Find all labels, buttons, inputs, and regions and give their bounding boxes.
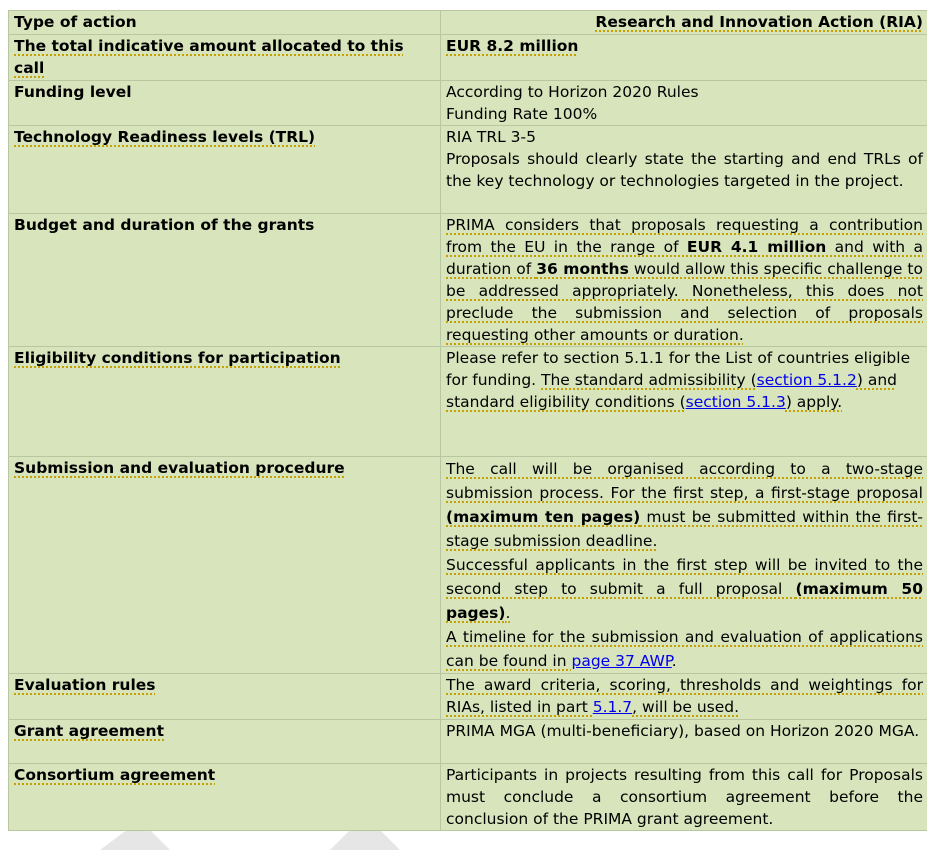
row-value: EUR 8.2 million [441, 35, 927, 81]
row-label: Grant agreement [9, 720, 441, 764]
table-row [9, 11, 927, 35]
row-value: Please refer to section 5.1.1 for the List of countries eligible for funding. The standard admissibility (section 5.1.2) and standard eligibility conditions (section 5.1.3) apply. [441, 347, 927, 457]
row-value: According to Horizon 2020 Rules Funding Rate 100% [441, 81, 927, 126]
row-value: Participants in projects resulting from this call for Proposals must conclude a consortium agreement before the conclusion of the PRIMA grant agreement. [441, 764, 927, 831]
row-label: Technology Readiness levels (TRL) [9, 126, 441, 214]
table-row [9, 347, 927, 457]
row-label: Type of action [9, 11, 441, 35]
table-row [9, 126, 927, 214]
row-label: Consortium agreement [9, 764, 441, 831]
table-row [9, 35, 927, 81]
page-37-awp-link[interactable]: page 37 AWP [571, 652, 671, 670]
row-label: Eligibility conditions for participation [9, 347, 441, 457]
call-conditions-table [8, 10, 927, 831]
table-row [9, 214, 927, 347]
row-label: Submission and evaluation procedure [9, 457, 441, 674]
row-value: RIA TRL 3-5 Proposals should clearly state the starting and end TRLs of the key technology or technologies targeted in the project. [441, 126, 927, 214]
row-label: The total indicative amount allocated to this call [9, 35, 441, 81]
section-5-1-2-link[interactable]: section 5.1.2 [757, 371, 857, 389]
row-value: PRIMA considers that proposals requesting a contribution from the EU in the range of EUR 4.1 million and with a duration of 36 months would allow this specific challenge to be addressed appropriately. Nonetheless, this does not preclude the submission and selection of proposals requesting other amounts or duration. [441, 214, 927, 347]
table-row [9, 81, 927, 126]
table-row [9, 674, 927, 720]
row-label: Funding level [9, 81, 441, 126]
table-row [9, 457, 927, 674]
row-label: Budget and duration of the grants [9, 214, 441, 347]
table-row [9, 720, 927, 764]
row-label: Evaluation rules [9, 674, 441, 720]
row-value: Research and Innovation Action (RIA) [441, 11, 927, 35]
row-value: The award criteria, scoring, thresholds and weightings for RIAs, listed in part 5.1.7, will be used. [441, 674, 927, 720]
table-row [9, 764, 927, 831]
row-value: PRIMA MGA (multi-beneficiary), based on Horizon 2020 MGA. [441, 720, 927, 764]
section-5-1-3-link[interactable]: section 5.1.3 [686, 393, 786, 411]
part-5-1-7-link[interactable]: 5.1.7 [593, 698, 632, 716]
row-value: The call will be organised according to a two-stage submission process. For the first step, a first-stage proposal (maximum ten pages) must be submitted within the first-stage submission deadline. Successful applicants in the first step will be invited to the second step to submit a full proposal (maximum 50 pages). A timeline for the submission and evaluation of applications can be found in page 37 AWP. [441, 457, 927, 674]
